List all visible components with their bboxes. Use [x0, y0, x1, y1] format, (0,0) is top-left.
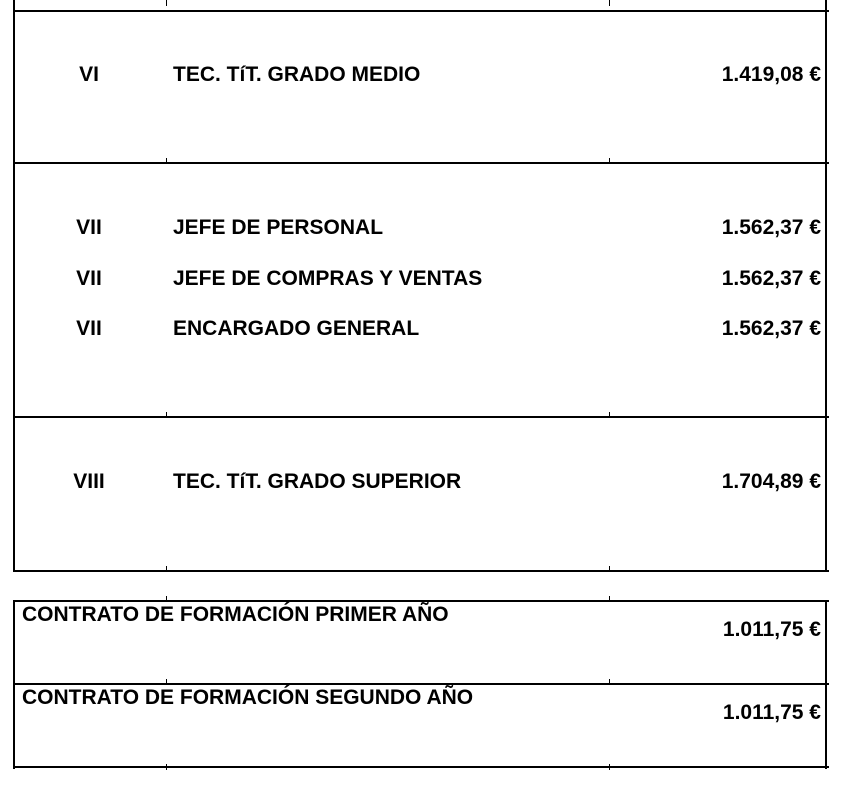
table-divider	[13, 683, 829, 685]
table-row-level: VII	[76, 267, 102, 290]
column-tick	[609, 566, 610, 572]
column-tick	[609, 0, 610, 6]
table-divider	[13, 766, 829, 768]
table-row-amount: 1.562,37 €	[721, 267, 821, 290]
table-divider	[13, 10, 829, 12]
table-row-amount: 1.562,37 €	[721, 216, 821, 239]
column-tick	[166, 679, 167, 685]
table-row-level: VI	[79, 63, 99, 86]
table-row-category: JEFE DE COMPRAS Y VENTAS	[173, 267, 483, 290]
column-tick	[166, 412, 167, 418]
table-row-level: VII	[76, 216, 102, 239]
column-tick	[609, 764, 610, 770]
table-divider	[13, 600, 829, 602]
table-row-level: VII	[76, 317, 102, 340]
column-tick	[166, 764, 167, 770]
contract-amount: 1.011,75 €	[722, 618, 821, 641]
table-row-category: TEC. TíT. GRADO SUPERIOR	[173, 470, 462, 493]
column-tick	[166, 596, 167, 602]
table-row-level: VIII	[73, 470, 105, 493]
column-tick	[609, 679, 610, 685]
column-tick	[609, 412, 610, 418]
contract-label: CONTRATO DE FORMACIÓN SEGUNDO AÑO	[22, 686, 474, 709]
table-row-amount: 1.562,37 €	[721, 317, 821, 340]
table-divider	[13, 416, 829, 418]
contract-amount: 1.011,75 €	[722, 701, 821, 724]
column-tick	[166, 0, 167, 6]
table-row-category: ENCARGADO GENERAL	[173, 317, 420, 340]
table-divider	[13, 162, 829, 164]
table-row-amount: 1.419,08 €	[721, 63, 821, 86]
table-row-amount: 1.704,89 €	[721, 470, 821, 493]
contract-label: CONTRATO DE FORMACIÓN PRIMER AÑO	[22, 603, 449, 626]
column-tick	[609, 596, 610, 602]
column-tick	[166, 566, 167, 572]
table-divider	[13, 570, 829, 572]
column-tick	[166, 158, 167, 164]
table-row-category: JEFE DE PERSONAL	[173, 216, 384, 239]
table-row-category: TEC. TíT. GRADO MEDIO	[173, 63, 421, 86]
column-tick	[609, 158, 610, 164]
